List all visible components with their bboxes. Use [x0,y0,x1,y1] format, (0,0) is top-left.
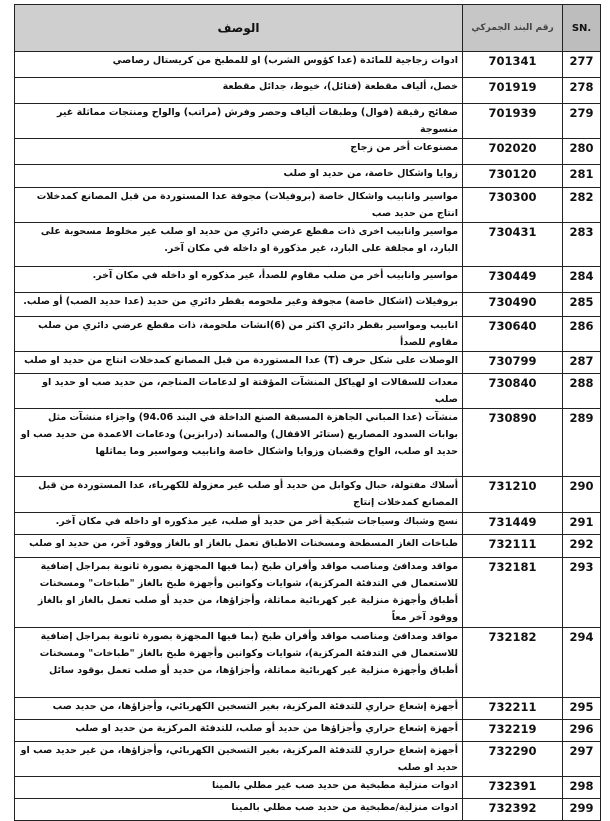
code-cell: 731449 [463,513,563,535]
table-row [15,799,601,821]
sn-cell: 292 [563,535,601,558]
code-cell: 732392 [463,799,563,821]
description-cell: مواسير وانابيب أخر من صلب مقاوم للصدأ، غير مذكوره او داخله في مكان آخر. [15,267,463,293]
description-cell: صفائح رقيقة (فوال) وطبقات ألياف وحصر وفرش (مراتب) والواح ومنتجات مماثلة غير منسوجة [15,104,463,139]
table-row [15,535,601,558]
code-cell: 730449 [463,267,563,293]
table-row [15,165,601,188]
table-row [15,352,601,374]
description-cell: معدات للسقالات او لهياكل المنشآت المؤقتة او لدعامات المناجم، من حديد صب او حديد او صلب [15,374,463,409]
description-cell: خصل، ألياف مقطعة (فتائل)، خيوط، جدائل مقطعة [15,78,463,104]
code-header: رقم البند الجمركي [463,5,563,52]
table-row [15,558,601,628]
table-body [15,52,601,821]
table-row [15,52,601,78]
sn-cell: 284 [563,267,601,293]
sn-cell: 285 [563,293,601,317]
table-row [15,742,601,777]
description-cell: ادوات منزلية مطبخية من حديد صب غير مطلي بالمينا [15,777,463,799]
code-cell: 730640 [463,317,563,352]
code-cell: 730840 [463,374,563,409]
description-cell: مواسير وانابيب اخرى ذات مقطع عرضي دائري من حديد او صلب غير مخلوط مسحوبة على البارد، او مجلفة على البارد، غير مذكورة او داخله في مكان آخر. [15,223,463,267]
description-cell: مصنوعات أخر من زجاج [15,139,463,165]
header-row [15,5,601,52]
code-cell: 730300 [463,188,563,223]
description-cell: منشآت (عدا المباني الجاهزة المسبقة الصنع الداخلة في البند 94.06) واجزاء منشآت مثل بوابات السدود المصاريع (ستائر الاقفال) والمساند (درابزين) ودعامات الاعمدة من حديد صب او حديد او صلب، الواح وقضبان وزوايا واشكال خاصة وانابيب ومواسير وما يماثلها [15,409,463,477]
sn-cell: 288 [563,374,601,409]
sn-cell: 297 [563,742,601,777]
description-cell: ادوات زجاجية للمائدة (عدا كؤوس الشرب) او للمطبخ من كريستال رصاصي [15,52,463,78]
code-cell: 730120 [463,165,563,188]
code-cell: 730431 [463,223,563,267]
sn-cell: 282 [563,188,601,223]
table-row [15,78,601,104]
table-row [15,317,601,352]
sn-cell: 289 [563,409,601,477]
description-cell: ادوات منزلية/مطبخية من حديد صب مطلي بالمينا [15,799,463,821]
description-cell: مواسير وانابيب واشكال خاصة (بروفيلات) مجوفة عدا المستوردة من قبل المصانع كمدخلات انتاج من حديد صب [15,188,463,223]
table-row [15,698,601,720]
sn-cell: 290 [563,477,601,513]
sn-cell: 281 [563,165,601,188]
sn-cell: 286 [563,317,601,352]
code-cell: 732182 [463,628,563,698]
sn-header: SN. [563,5,601,52]
description-cell: مواقد ومدافئ ومناصب مواقد وأفران طبخ (بما فيها المجهزة بصورة ثانوية بمراجل إضافية للاستعمال في التدفئة المركزية)، شوايات وكوانين وأجهزة طبخ بالغاز "طباخات" ومسخنات أطباق وأجهزة منزلية غير كهربائية مماثلة، وأجزاؤها، من حديد أو صلب تعمل بالغاز او بالغاز ووقود آخر معاً [15,558,463,628]
description-cell: أسلاك مفتولة، حبال وكوابل من حديد أو صلب غير معزولة للكهرباء، عدا المستوردة من قبل المصانع كمدخلات إنتاج [15,477,463,513]
sn-cell: 279 [563,104,601,139]
code-cell: 730890 [463,409,563,477]
table-row [15,374,601,409]
code-cell: 701919 [463,78,563,104]
sn-cell: 298 [563,777,601,799]
description-cell: أجهزة إشعاع حراري للتدفئة المركزية، بغير التسخين الكهربائي، وأجزاؤها، من غير حديد صب او حديد او صلب [15,742,463,777]
description-cell: طباخات الغاز المسطحة ومسخنات الاطباق تعمل بالغاز او بالغاز ووقود آخر، من حديد او صلب [15,535,463,558]
sn-cell: 291 [563,513,601,535]
sn-cell: 293 [563,558,601,628]
code-cell: 732111 [463,535,563,558]
sn-cell: 287 [563,352,601,374]
code-cell: 732219 [463,720,563,742]
table-row [15,188,601,223]
code-cell: 732211 [463,698,563,720]
sn-cell: 295 [563,698,601,720]
sn-cell: 280 [563,139,601,165]
sn-cell: 296 [563,720,601,742]
sn-cell: 278 [563,78,601,104]
sn-cell: 299 [563,799,601,821]
table-row [15,409,601,477]
description-cell: الوصلات على شكل حرف (T) عدا المستوردة من قبل المصانع كمدخلات انتاج من حديد او صلب [15,352,463,374]
description-cell: أجهزة إشعاع حراري وأجزاؤها من حديد أو صلب، للتدفئة المركزية من حديد او صلب [15,720,463,742]
code-cell: 732391 [463,777,563,799]
table-row [15,720,601,742]
table-row [15,223,601,267]
code-cell: 730799 [463,352,563,374]
description-cell: بروفيلات (اشكال خاصة) مجوفة وغير ملحومه بقطر دائري من حديد (عدا حديد الصب) أو صلب. [15,293,463,317]
tariff-table [14,4,601,821]
code-cell: 701341 [463,52,563,78]
description-cell: انابيب ومواسير بقطر دائري اكثر من (6)انشات ملحومة، ذات مقطع عرضي دائري من صلب مقاوم للصدأ [15,317,463,352]
code-cell: 701939 [463,104,563,139]
code-cell: 730490 [463,293,563,317]
code-cell: 731210 [463,477,563,513]
table-row [15,477,601,513]
table-row [15,139,601,165]
sn-cell: 277 [563,52,601,78]
code-cell: 702020 [463,139,563,165]
table-row [15,104,601,139]
description-cell: زوايا واشكال خاصة، من حديد او صلب [15,165,463,188]
description-cell: نسج وشباك وسياجات شبكية أخر من حديد أو صلب، غير مذكوره او داخله في مكان آخر. [15,513,463,535]
table-row [15,267,601,293]
code-cell: 732290 [463,742,563,777]
description-cell: مواقد ومدافئ ومناصب مواقد وأفران طبخ (بما فيها المجهزة بصورة ثانوية بمراجل إضافية للاستعمال في التدفئة المركزية)، شوايات وكوانين وأجهزة طبخ بالغاز "طباخات" ومسخنات أطباق وأجهزة منزلية غير كهربائية مماثلة، وأجزاؤها، من حديد أو صلب تعمل بوقود سائل [15,628,463,698]
sn-cell: 294 [563,628,601,698]
table-row [15,293,601,317]
sn-cell: 283 [563,223,601,267]
document-page [14,4,600,821]
code-cell: 732181 [463,558,563,628]
table-row [15,777,601,799]
table-row [15,513,601,535]
description-header: الوصف [15,5,463,52]
table-row [15,628,601,698]
description-cell: أجهزة إشعاع حراري للتدفئة المركزية، بغير التسخين الكهربائي، وأجزاؤها، من حديد صب [15,698,463,720]
